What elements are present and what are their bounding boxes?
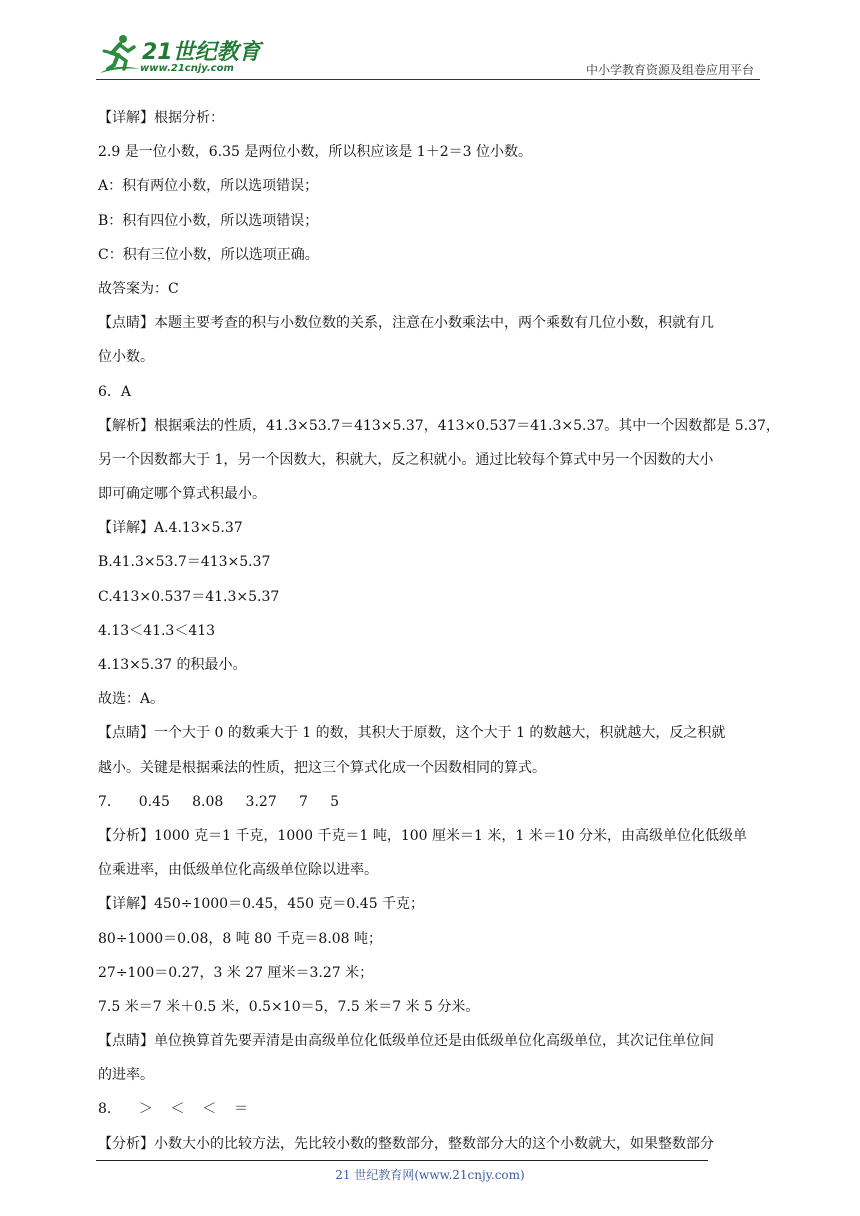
document-body: [98, 101, 780, 1161]
text-line: 【点睛】本题主要考查的积与小数位数的关系，注意在小数乘法中，两个乘数有几位小数，积就有几: [98, 315, 714, 332]
question-answer: 6．A: [98, 383, 132, 400]
text-line: C：积有三位小数，所以选项正确。: [98, 246, 319, 263]
logo-url: www.21cnjy.com: [140, 63, 234, 74]
site-logo: [96, 33, 266, 79]
text-line: 位小数。: [98, 349, 154, 366]
text-line: 2.9 是一位小数，6.35 是两位小数，所以积应该是 1＋2＝3 位小数。: [98, 144, 532, 161]
text-line: B.41.3×53.7＝413×5.37: [98, 554, 271, 571]
text-line: 4.13＜41.3＜413: [98, 622, 216, 639]
text-line: 【分析】1000 克＝1 千克，1000 千克＝1 吨，100 厘米＝1 米，1 米＝10 分米，由高级单位化低级单: [98, 827, 748, 844]
text-line: 【详解】根据分析：: [98, 110, 224, 126]
page-header: [0, 0, 860, 80]
text-line: 【详解】A.4.13×5.37: [98, 520, 243, 537]
runner-logo-icon: [96, 33, 142, 77]
text-line: 【解析】根据乘法的性质，41.3×53.7＝413×5.37，413×0.537＝41.3×5.37。其中一个因数都是 5.37，: [98, 417, 780, 434]
text-line: 越小。关键是根据乘法的性质，把这三个算式化成一个因数相同的算式。: [98, 759, 546, 776]
text-line: 另一个因数都大于 1，另一个因数大，积就大，反之积就小。通过比较每个算式中另一个因数的大小: [98, 451, 714, 468]
text-line: 【点睛】一个大于 0 的数乘大于 1 的数，其积大于原数，这个大于 1 的数越大，积就越大，反之积就: [98, 725, 726, 742]
text-line: 位乘进率，由低级单位化高级单位除以进率。: [98, 862, 378, 879]
question-answer: 8． ＞ ＜ ＜ ＝: [98, 1101, 249, 1118]
text-line: 【详解】450÷1000＝0.45，450 克＝0.45 千克；: [98, 896, 425, 913]
text-line: 27÷100＝0.27，3 米 27 厘米＝3.27 米；: [98, 964, 374, 981]
page-footer: 21 世纪教育网(www.21cnjy.com): [335, 1168, 525, 1182]
header-divider: [96, 79, 760, 80]
header-tagline: 中小学教育资源及组卷应用平台: [585, 63, 754, 77]
text-line: 7.5 米＝7 米＋0.5 米，0.5×10＝5，7.5 米＝7 米 5 分米。: [98, 998, 480, 1015]
footer-divider: [96, 1160, 708, 1161]
text-line: 故选：A。: [98, 691, 165, 708]
text-line: 4.13×5.37 的积最小。: [98, 657, 247, 673]
question-answer: 7． 0.45 8.08 3.27 7 5: [98, 793, 340, 810]
logo-text: 21世纪教育: [142, 40, 261, 65]
text-line: B：积有四位小数，所以选项错误；: [98, 212, 319, 229]
text-line: 80÷1000＝0.08，8 吨 80 千克＝8.08 吨；: [98, 930, 383, 947]
text-line: C.413×0.537＝41.3×5.37: [98, 588, 280, 605]
text-line: 【点睛】单位换算首先要弄清是由高级单位化低级单位还是由低级单位化高级单位，其次记住单位间: [98, 1033, 714, 1050]
text-line: 【分析】小数大小的比较方法，先比较小数的整数部分，整数部分大的这个小数就大，如果整数部分: [98, 1135, 714, 1152]
text-line: A：积有两位小数，所以选项错误；: [98, 178, 319, 195]
text-line: 即可确定哪个算式积最小。: [98, 486, 266, 503]
text-line: 故答案为：C: [98, 280, 179, 297]
text-line: 的进率。: [98, 1067, 154, 1084]
